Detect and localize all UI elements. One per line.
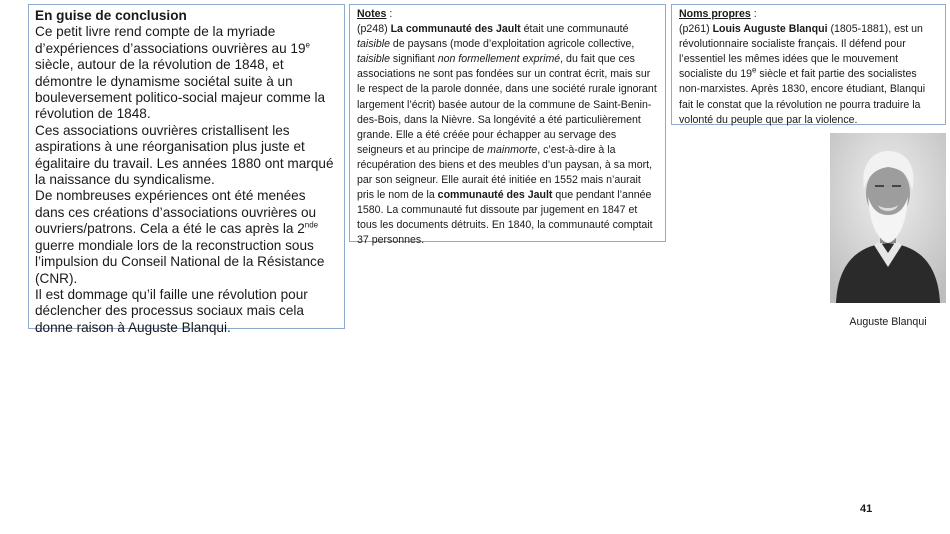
portrait-caption: Auguste Blanqui [849,316,927,328]
text-span: De nombreuses expériences ont été menées dans ces créations d’associations ouvrières ou ouvriers/patrons. Cela a été le cas après la 2 [35,188,317,237]
text-span: : [750,8,757,20]
italic-term: taisible [357,38,390,51]
text-span: était une communauté [520,23,629,36]
italic-term: taisible [357,53,390,66]
bold-term: La communauté des Jault [390,23,521,36]
text-span: : [386,8,393,20]
text-span: (1805-1881), est un révolutionnaire socialiste français. Il défend pour l’essentiel les mêmes idées que le mouvement socialiste du 19 [679,23,923,81]
text-span: siècle et fait partie des socialistes non-marxistes. Après 1830, encore étudiant, Blanqui fait le constat que la révolution ne pourra traduire la volonté du peuple que par la violence. [679,68,926,126]
conclusion-paragraph-2: Ces associations ouvrières cristallisent les aspirations à une réorganisation plus juste et égalitaire du travail. Les années 1880 ont marqué la naissance du syndicalisme. [35,122,334,188]
text-span: siècle, autour de la révolution de 1848, et démontre le dynamisme sociétal suite à un bouleversement politico-social majeur comme la révolution de 1848. [35,57,326,122]
page-number: 41 [860,503,873,515]
superscript: e [305,40,310,50]
superscript: nde [304,220,319,230]
text-span: , c’est-à-dire à la récupération des biens et des meubles d’un paysan, à sa mort, par son seigneur. Elle aurait été initiée en 1552 mais n’aurait pris le nom de la [357,143,653,202]
proper-names-box [671,4,946,125]
conclusion-title: En guise de conclusion [35,8,187,23]
conclusion-paragraph-3 [35,188,338,286]
portrait-photo [830,133,946,303]
bold-term: communauté des Jault [437,189,553,202]
conclusion-box [28,4,345,335]
text-span: (p248) [357,23,391,36]
text-span: que pendant l’année 1580. La communauté fut dissoute par jugement en 1847 et tous les documents détruits. En 1840, la communauté comptait 37 personnes. [357,189,653,247]
conclusion-paragraph-1 [35,24,338,122]
text-span: de paysans (mode d’exploitation agricole collective, [389,38,635,51]
text-span: guerre mondiale lors de la reconstruction sous l’impulsion du Conseil National de la Résistance (CNR). [35,237,325,286]
italic-term: mainmorte [487,143,538,156]
text-span: signifiant [389,53,438,66]
notes-body [357,22,658,248]
proper-names-heading [679,7,938,22]
notes-box [349,4,666,247]
conclusion-paragraph-4: Il est dommage qu’il faille une révolution pour déclencher des processus sociaux mais cela donne raison à Auguste Blanqui. [35,286,308,335]
proper-names-heading-label: Noms propres [679,8,751,20]
proper-names-body [679,22,938,128]
notes-heading [357,7,658,22]
text-span: , du fait que ces associations ne sont pas fondées sur un contrat écrit, mais sur le respect de la parole donnée, dans une société rurale ignorant largement l’écrit) basée autour de la commune de Saint-Benin-des-Bois, dans la Nièvre. Sa longévité a été particulièrement grande. Elle a été créée pour échapper au servage des seigneurs et au principe de [357,53,657,156]
text-span: (p261) [679,23,713,36]
text-span: Ce petit livre rend compte de la myriade d’expériences d’associations ouvrières au 19 [35,24,306,56]
superscript: e [752,65,757,75]
italic-term: non formellement exprimé [437,53,561,66]
bold-term: Louis Auguste Blanqui [712,23,828,36]
notes-heading-label: Notes [357,8,387,20]
